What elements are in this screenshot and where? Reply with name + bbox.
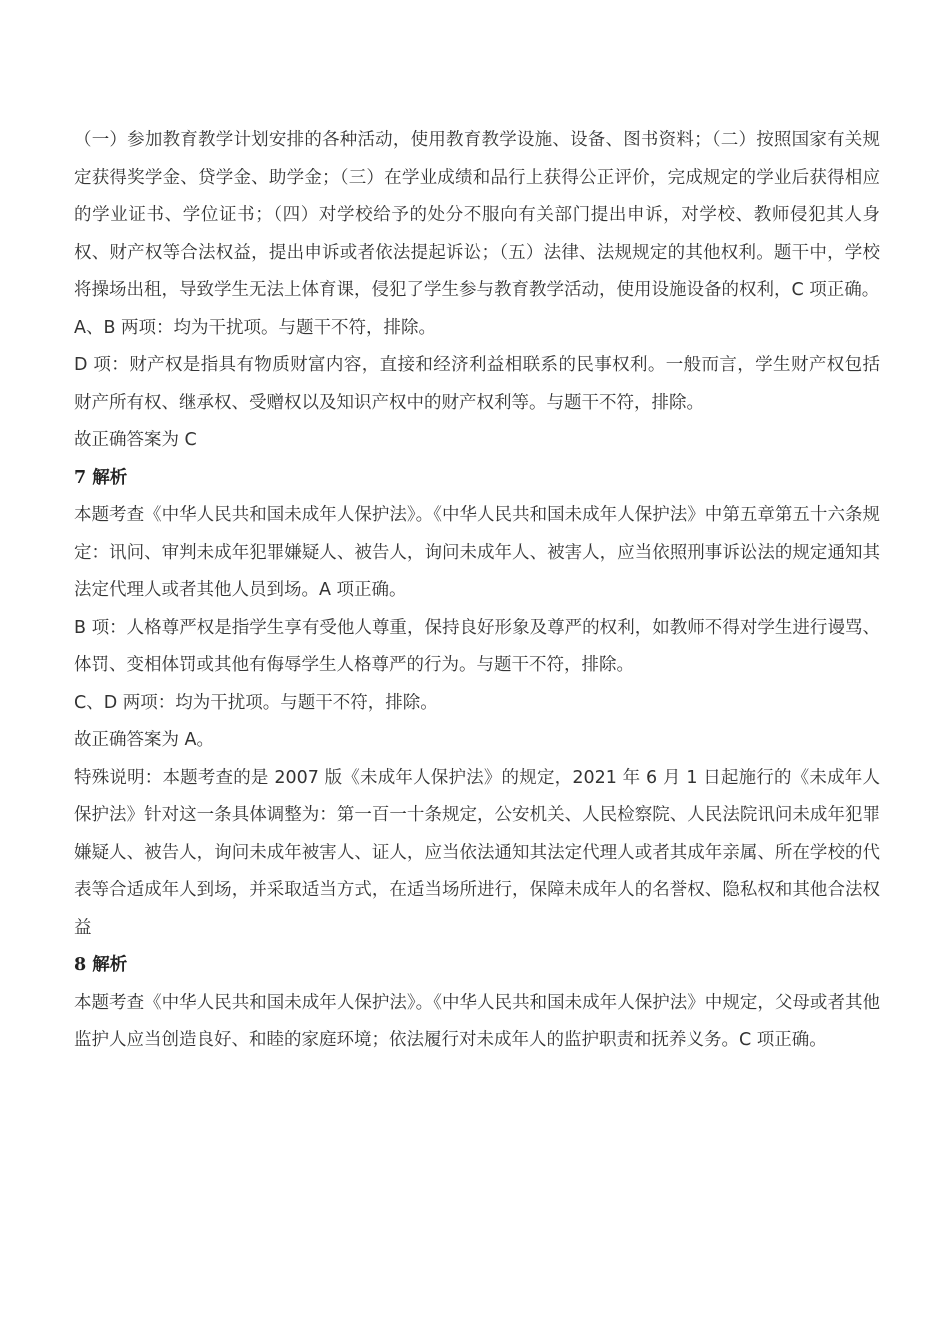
paragraph-q7-special-note: 特殊说明：本题考查的是 2007 版《未成年人保护法》的规定，2021 年 6 月 1 日起施行的《未成年人保护法》针对这一条具体调整为：第一百一十条规定，公安机关、人民检察院、人民法院讯问未成年犯罪嫌疑人、被告人，询问未成年被害人、证人，应当依法通知其法定代理人或者其成年亲属、所在学校的代表等合适成年人到场，并采取适当方式，在适当场所进行，保障未成年人的名誉权、隐私权和其他合法权益: [74, 767, 880, 938]
paragraph-answer-c: 故正确答案为 C: [74, 430, 197, 450]
paragraph-option-ab: A、B 两项：均为干扰项。与题干不符，排除。: [74, 317, 437, 338]
paragraph-q7-option-b: B 项：人格尊严权是指学生享有受他人尊重，保持良好形象及尊严的权利，如教师不得对学生进行谩骂、体罚、变相体罚或其他有侮辱学生人格尊严的行为。与题干不符，排除。: [74, 617, 880, 675]
paragraph-student-rights: （一）参加教育教学计划安排的各种活动，使用教育教学设施、设备、图书资料；（二）按照国家有关规定获得奖学金、贷学金、助学金；（三）在学业成绩和品行上获得公正评价，完成规定的学业后获得相应的学业证书、学位证书；（四）对学校给予的处分不服向有关部门提出申诉，对学校、教师侵犯其人身权、财产权等合法权益，提出申诉或者依法提起诉讼；（五）法律、法规规定的其他权利。题干中，学校将操场出租，导致学生无法上体育课，侵犯了学生参与教育教学活动，使用设施设备的权利，C 项正确。: [74, 130, 880, 300]
paragraph-q7-option-cd: C、D 两项：均为干扰项。与题干不符，排除。: [74, 692, 438, 713]
paragraph-q7-answer: 故正确答案为 A。: [74, 730, 215, 750]
paragraph-q7-explanation: 本题考查《中华人民共和国未成年人保护法》。《中华人民共和国未成年人保护法》中第五章第五十六条规定：讯问、审判未成年犯罪嫌疑人、被告人，询问未成年人、被害人，应当依照刑事诉讼法的规定通知其法定代理人或者其他人员到场。A 项正确。: [74, 505, 880, 600]
document-page: [74, 122, 880, 1060]
paragraph-option-d: D 项：财产权是指具有物质财富内容，直接和经济利益相联系的民事权利。一般而言，学生财产权包括财产所有权、继承权、受赠权以及知识产权中的财产权利等。与题干不符，排除。: [74, 355, 880, 413]
paragraph-q8-explanation: 本题考查《中华人民共和国未成年人保护法》。《中华人民共和国未成年人保护法》中规定，父母或者其他监护人应当创造良好、和睦的家庭环境；依法履行对未成年人的监护职责和抚养义务。C 项正确。: [74, 992, 880, 1050]
heading-question-8: 8 解析: [74, 955, 128, 975]
heading-question-7: 7 解析: [74, 467, 128, 488]
